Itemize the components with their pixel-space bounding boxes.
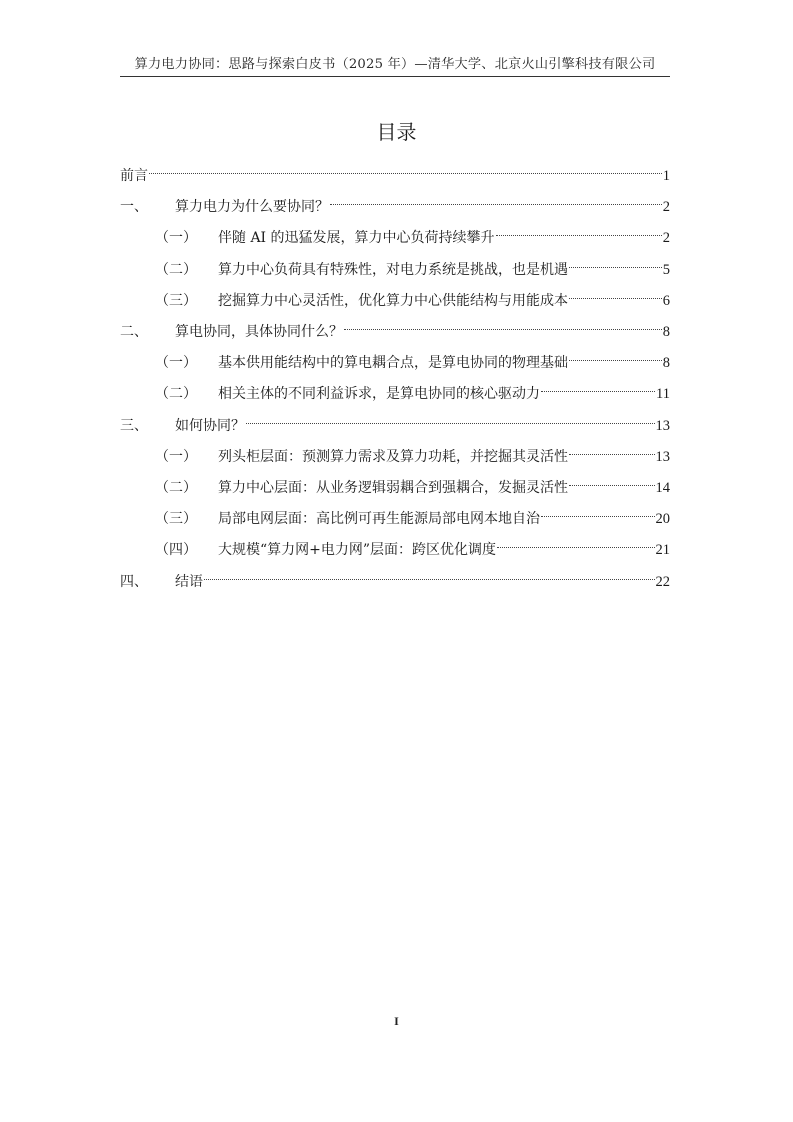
toc-number: （四） [155,542,197,558]
toc-entry[interactable] [120,252,670,278]
leader-dots [330,189,662,211]
leader-dots [569,345,662,367]
toc-text: 前言 [120,168,148,184]
leader-dots [149,158,662,180]
toc-text: 如何协同？ [175,418,245,434]
toc-entry-preface[interactable] [120,158,670,184]
leader-dots [569,252,662,274]
toc-number: （二） [155,386,197,402]
toc-text: 基本供用能结构中的算电耦合点，是算电协同的物理基础 [218,355,568,371]
toc-text: 算电协同，具体协同什么？ [175,324,343,340]
toc-entry[interactable] [120,283,670,309]
toc-text: 相关主体的不同利益诉求，是算电协同的核心驱动力 [218,386,540,402]
toc-text: 算力电力为什么要协同？ [175,199,329,215]
toc-page: 13 [655,418,670,434]
toc-entry[interactable] [120,532,670,558]
toc-entry[interactable] [120,564,670,590]
toc-page: 5 [662,262,670,278]
leader-dots [541,376,655,398]
header-rule [120,76,670,77]
toc-number: （一） [155,355,197,371]
leader-dots [541,501,655,523]
toc-text: 挖掘算力中心灵活性，优化算力中心供能结构与用能成本 [218,293,568,309]
leader-dots [496,220,662,242]
leader-dots [569,470,655,492]
toc-number: 四、 [120,574,148,590]
toc-entry[interactable] [120,439,670,465]
toc-number: 三、 [120,418,148,434]
toc-text: 伴随 AI 的迅猛发展，算力中心负荷持续攀升 [218,230,495,246]
toc-number: （二） [155,262,197,278]
toc-page: 2 [662,230,670,246]
leader-dots [344,314,662,336]
toc-entry[interactable] [120,408,670,434]
toc-number: （一） [155,449,197,465]
toc-page: 20 [655,511,670,527]
toc-page: 14 [655,480,670,496]
toc-page: 2 [662,199,670,215]
toc-number: 二、 [120,324,148,340]
leader-dots [569,439,655,461]
toc-entry[interactable] [120,376,670,402]
toc-page: 6 [662,293,670,309]
toc-number: （二） [155,480,197,496]
toc-entry[interactable] [120,345,670,371]
toc-text: 算力中心负荷具有特殊性，对电力系统是挑战，也是机遇 [218,262,568,278]
leader-dots [569,283,662,305]
leader-dots [497,532,654,554]
toc-title: 目录 [376,120,417,144]
toc-page: 8 [662,355,670,371]
toc-page: 8 [662,324,670,340]
toc-page: 11 [656,386,670,402]
leader-dots [204,564,655,586]
toc-entry[interactable] [120,220,670,246]
toc-page: 21 [655,542,670,558]
toc-entry[interactable] [120,470,670,496]
toc-entry[interactable] [120,501,670,527]
toc-text: 算力中心层面：从业务逻辑弱耦合到强耦合，发掘灵活性 [218,480,568,496]
toc-page: 22 [655,574,670,590]
toc-text: 大规模“算力网+电力网”层面：跨区优化调度 [218,542,497,558]
toc-number: （三） [155,293,197,309]
toc-number: （一） [155,230,197,246]
leader-dots [246,408,655,430]
toc-number: （三） [155,511,197,527]
toc-entry[interactable] [120,189,670,215]
page-number: I [394,1014,399,1028]
toc-number: 一、 [120,199,148,215]
toc-text: 列头柜层面：预测算力需求及算力功耗，并挖掘其灵活性 [218,449,568,465]
running-header: 算力电力协同：思路与探索白皮书（2025 年）—清华大学、北京火山引擎科技有限公司 [134,57,656,72]
toc-page: 13 [655,449,670,465]
toc-page: 1 [662,168,670,184]
toc-text: 局部电网层面：高比例可再生能源局部电网本地自治 [218,511,540,527]
toc-text: 结语 [175,574,203,590]
toc-entry[interactable] [120,314,670,340]
